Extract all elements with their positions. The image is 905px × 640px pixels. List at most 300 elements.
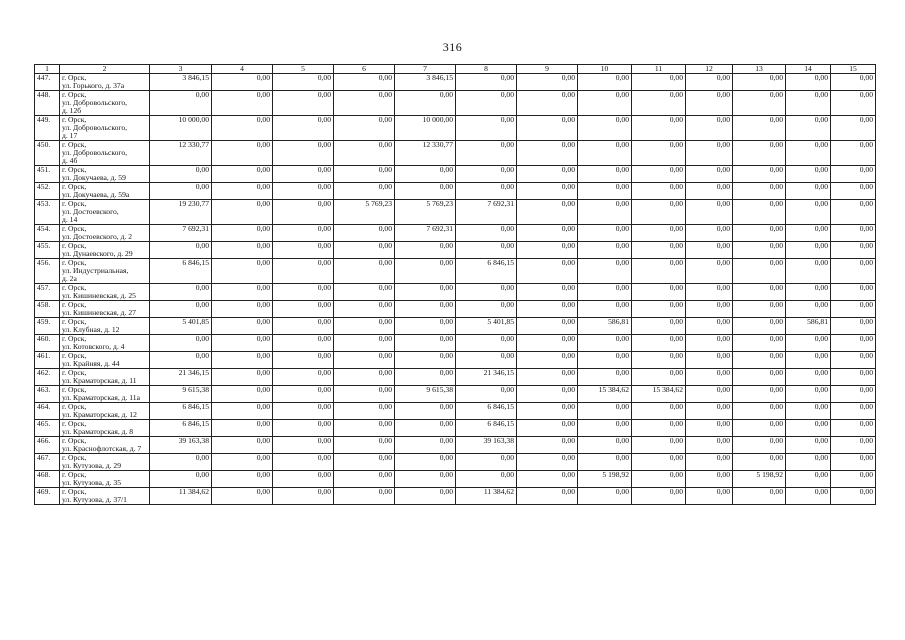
value-cell: 0,00 xyxy=(517,386,578,403)
row-number: 467. xyxy=(35,454,60,471)
address-cell xyxy=(60,369,150,386)
value-cell: 0,00 xyxy=(334,166,395,183)
value-cell: 7 692,31 xyxy=(395,225,456,242)
row-number: 469. xyxy=(35,488,60,505)
value-cell: 0,00 xyxy=(733,242,786,259)
address-line: г. Орск, xyxy=(62,73,87,82)
value-cell: 0,00 xyxy=(517,116,578,141)
value-cell: 9 615,38 xyxy=(395,386,456,403)
address-line: д. 2а xyxy=(62,274,77,283)
value-cell: 0,00 xyxy=(632,200,686,225)
value-cell: 0,00 xyxy=(831,386,876,403)
value-cell: 0,00 xyxy=(686,225,733,242)
value-cell: 0,00 xyxy=(395,242,456,259)
value-cell: 0,00 xyxy=(733,259,786,284)
row-number: 466. xyxy=(35,437,60,454)
table-row xyxy=(35,318,876,335)
value-cell: 15 384,62 xyxy=(632,386,686,403)
row-number: 455. xyxy=(35,242,60,259)
table-body xyxy=(35,74,876,505)
value-cell: 0,00 xyxy=(395,352,456,369)
value-cell: 0,00 xyxy=(831,352,876,369)
value-cell: 0,00 xyxy=(456,242,517,259)
value-cell: 0,00 xyxy=(212,74,273,91)
value-cell: 0,00 xyxy=(686,318,733,335)
column-header: 4 xyxy=(212,65,273,74)
value-cell: 0,00 xyxy=(786,437,831,454)
value-cell: 0,00 xyxy=(334,471,395,488)
address-line: г. Орск, xyxy=(62,436,87,445)
value-cell: 0,00 xyxy=(273,437,334,454)
value-cell: 0,00 xyxy=(150,352,212,369)
value-cell: 0,00 xyxy=(686,335,733,352)
address-cell xyxy=(60,352,150,369)
address-line: ул. Добровольского, xyxy=(62,123,128,132)
address-line: г. Орск, xyxy=(62,419,87,428)
row-number: 460. xyxy=(35,335,60,352)
address-cell xyxy=(60,116,150,141)
value-cell: 0,00 xyxy=(686,91,733,116)
value-cell: 0,00 xyxy=(334,352,395,369)
row-number: 457. xyxy=(35,284,60,301)
value-cell: 0,00 xyxy=(150,166,212,183)
table-row xyxy=(35,437,876,454)
address-line: г. Орск, xyxy=(62,368,87,377)
value-cell: 0,00 xyxy=(786,369,831,386)
value-cell: 0,00 xyxy=(733,369,786,386)
value-cell: 0,00 xyxy=(517,369,578,386)
address-cell xyxy=(60,141,150,166)
value-cell: 0,00 xyxy=(786,335,831,352)
value-cell: 0,00 xyxy=(831,488,876,505)
value-cell: 0,00 xyxy=(334,141,395,166)
column-header: 8 xyxy=(456,65,517,74)
address-line: г. Орск, xyxy=(62,140,87,149)
address-line: ул. Докучаева, д. 59а xyxy=(62,190,130,199)
value-cell: 0,00 xyxy=(786,242,831,259)
value-cell: 0,00 xyxy=(517,242,578,259)
value-cell: 0,00 xyxy=(632,225,686,242)
value-cell: 0,00 xyxy=(273,91,334,116)
value-cell: 0,00 xyxy=(395,471,456,488)
address-cell xyxy=(60,200,150,225)
value-cell: 0,00 xyxy=(632,284,686,301)
value-cell: 0,00 xyxy=(686,437,733,454)
value-cell: 0,00 xyxy=(334,488,395,505)
value-cell: 0,00 xyxy=(786,259,831,284)
table-row xyxy=(35,225,876,242)
value-cell: 0,00 xyxy=(273,166,334,183)
address-line: ул. Котовского, д. 4 xyxy=(62,342,125,351)
table-row xyxy=(35,386,876,403)
value-cell: 0,00 xyxy=(395,335,456,352)
row-number: 465. xyxy=(35,420,60,437)
value-cell: 0,00 xyxy=(831,141,876,166)
table-row xyxy=(35,141,876,166)
value-cell: 0,00 xyxy=(517,403,578,420)
value-cell: 0,00 xyxy=(395,166,456,183)
value-cell: 0,00 xyxy=(686,403,733,420)
value-cell: 0,00 xyxy=(517,335,578,352)
value-cell: 0,00 xyxy=(517,200,578,225)
value-cell: 0,00 xyxy=(786,166,831,183)
value-cell: 0,00 xyxy=(395,91,456,116)
row-number: 449. xyxy=(35,116,60,141)
value-cell: 0,00 xyxy=(212,200,273,225)
value-cell: 0,00 xyxy=(831,200,876,225)
value-cell: 0,00 xyxy=(831,116,876,141)
value-cell: 0,00 xyxy=(212,318,273,335)
value-cell: 0,00 xyxy=(578,301,632,318)
value-cell: 0,00 xyxy=(786,488,831,505)
value-cell: 9 615,38 xyxy=(150,386,212,403)
table-row xyxy=(35,91,876,116)
value-cell: 0,00 xyxy=(150,284,212,301)
value-cell: 0,00 xyxy=(831,369,876,386)
address-line: ул. Крайняя, д. 44 xyxy=(62,359,120,368)
row-number: 450. xyxy=(35,141,60,166)
value-cell: 0,00 xyxy=(456,225,517,242)
value-cell: 0,00 xyxy=(273,386,334,403)
table-row xyxy=(35,259,876,284)
column-header: 15 xyxy=(831,65,876,74)
value-cell: 0,00 xyxy=(578,242,632,259)
value-cell: 0,00 xyxy=(212,183,273,200)
value-cell: 0,00 xyxy=(150,91,212,116)
value-cell: 0,00 xyxy=(273,225,334,242)
value-cell: 0,00 xyxy=(831,284,876,301)
value-cell: 5 401,85 xyxy=(456,318,517,335)
value-cell: 21 346,15 xyxy=(150,369,212,386)
row-number: 463. xyxy=(35,386,60,403)
value-cell: 0,00 xyxy=(578,116,632,141)
value-cell: 11 384,62 xyxy=(456,488,517,505)
address-line: г. Орск, xyxy=(62,453,87,462)
value-cell: 0,00 xyxy=(632,91,686,116)
value-cell: 0,00 xyxy=(273,242,334,259)
table-row xyxy=(35,74,876,91)
column-header: 3 xyxy=(150,65,212,74)
column-header: 10 xyxy=(578,65,632,74)
value-cell: 0,00 xyxy=(334,74,395,91)
value-cell: 0,00 xyxy=(517,259,578,284)
value-cell: 0,00 xyxy=(395,301,456,318)
value-cell: 5 401,85 xyxy=(150,318,212,335)
value-cell: 0,00 xyxy=(273,403,334,420)
value-cell: 0,00 xyxy=(786,403,831,420)
value-cell: 0,00 xyxy=(273,259,334,284)
value-cell: 0,00 xyxy=(632,242,686,259)
column-header: 5 xyxy=(273,65,334,74)
value-cell: 0,00 xyxy=(334,403,395,420)
value-cell: 0,00 xyxy=(686,301,733,318)
value-cell: 0,00 xyxy=(632,166,686,183)
value-cell: 0,00 xyxy=(334,284,395,301)
value-cell: 0,00 xyxy=(632,352,686,369)
value-cell: 0,00 xyxy=(334,259,395,284)
value-cell: 0,00 xyxy=(150,471,212,488)
value-cell: 0,00 xyxy=(686,454,733,471)
value-cell: 6 846,15 xyxy=(456,420,517,437)
value-cell: 0,00 xyxy=(456,74,517,91)
value-cell: 0,00 xyxy=(273,284,334,301)
value-cell: 3 846,15 xyxy=(395,74,456,91)
value-cell: 0,00 xyxy=(831,166,876,183)
value-cell: 0,00 xyxy=(733,386,786,403)
value-cell: 0,00 xyxy=(456,141,517,166)
column-header: 6 xyxy=(334,65,395,74)
value-cell: 0,00 xyxy=(212,259,273,284)
value-cell: 0,00 xyxy=(733,352,786,369)
value-cell: 0,00 xyxy=(456,301,517,318)
value-cell: 0,00 xyxy=(212,420,273,437)
value-cell: 0,00 xyxy=(212,369,273,386)
value-cell: 0,00 xyxy=(273,74,334,91)
value-cell: 0,00 xyxy=(733,183,786,200)
value-cell: 0,00 xyxy=(212,141,273,166)
value-cell: 586,81 xyxy=(786,318,831,335)
value-cell: 0,00 xyxy=(334,369,395,386)
value-cell: 0,00 xyxy=(517,352,578,369)
table-row xyxy=(35,454,876,471)
value-cell: 0,00 xyxy=(395,454,456,471)
value-cell: 0,00 xyxy=(686,420,733,437)
value-cell: 0,00 xyxy=(517,437,578,454)
address-line: ул. Достоевского, xyxy=(62,207,119,216)
value-cell: 6 846,15 xyxy=(456,259,517,284)
value-cell: 5 198,92 xyxy=(733,471,786,488)
value-cell: 6 846,15 xyxy=(150,403,212,420)
value-cell: 0,00 xyxy=(686,369,733,386)
value-cell: 0,00 xyxy=(456,386,517,403)
row-number: 462. xyxy=(35,369,60,386)
value-cell: 0,00 xyxy=(578,335,632,352)
value-cell: 0,00 xyxy=(786,74,831,91)
value-cell: 0,00 xyxy=(273,183,334,200)
value-cell: 3 846,15 xyxy=(150,74,212,91)
value-cell: 0,00 xyxy=(517,488,578,505)
row-number: 456. xyxy=(35,259,60,284)
value-cell: 0,00 xyxy=(686,166,733,183)
value-cell: 0,00 xyxy=(733,301,786,318)
value-cell: 21 346,15 xyxy=(456,369,517,386)
address-line: ул. Краснофлотская, д. 7 xyxy=(62,444,142,453)
value-cell: 0,00 xyxy=(831,74,876,91)
value-cell: 0,00 xyxy=(578,403,632,420)
address-cell xyxy=(60,183,150,200)
value-cell: 0,00 xyxy=(517,225,578,242)
address-line: ул. Добровольского, xyxy=(62,148,128,157)
value-cell: 0,00 xyxy=(831,403,876,420)
data-table xyxy=(34,64,876,505)
value-cell: 0,00 xyxy=(686,488,733,505)
value-cell: 0,00 xyxy=(517,166,578,183)
value-cell: 0,00 xyxy=(686,386,733,403)
table-row xyxy=(35,166,876,183)
value-cell: 0,00 xyxy=(273,200,334,225)
row-number: 448. xyxy=(35,91,60,116)
address-cell xyxy=(60,91,150,116)
address-line: ул. Кутузова, д. 29 xyxy=(62,461,122,470)
value-cell: 39 163,38 xyxy=(150,437,212,454)
value-cell: 0,00 xyxy=(578,420,632,437)
value-cell: 0,00 xyxy=(212,437,273,454)
address-line: г. Орск, xyxy=(62,165,87,174)
value-cell: 0,00 xyxy=(831,225,876,242)
value-cell: 0,00 xyxy=(273,116,334,141)
value-cell: 0,00 xyxy=(334,91,395,116)
value-cell: 0,00 xyxy=(831,471,876,488)
value-cell: 0,00 xyxy=(273,488,334,505)
value-cell: 0,00 xyxy=(273,301,334,318)
value-cell: 0,00 xyxy=(578,91,632,116)
value-cell: 0,00 xyxy=(273,318,334,335)
value-cell: 0,00 xyxy=(578,200,632,225)
value-cell: 10 000,00 xyxy=(150,116,212,141)
value-cell: 0,00 xyxy=(733,116,786,141)
table-row xyxy=(35,420,876,437)
value-cell: 12 330,77 xyxy=(150,141,212,166)
value-cell: 0,00 xyxy=(273,420,334,437)
table-row xyxy=(35,284,876,301)
value-cell: 15 384,62 xyxy=(578,386,632,403)
value-cell: 0,00 xyxy=(632,420,686,437)
value-cell: 0,00 xyxy=(212,471,273,488)
table-row xyxy=(35,471,876,488)
value-cell: 0,00 xyxy=(456,116,517,141)
address-line: д. 14 xyxy=(62,215,78,224)
value-cell: 0,00 xyxy=(395,183,456,200)
column-header: 12 xyxy=(686,65,733,74)
column-header: 9 xyxy=(517,65,578,74)
address-line: г. Орск, xyxy=(62,402,87,411)
value-cell: 12 330,77 xyxy=(395,141,456,166)
value-cell: 5 769,23 xyxy=(395,200,456,225)
value-cell: 0,00 xyxy=(686,74,733,91)
value-cell: 0,00 xyxy=(517,141,578,166)
value-cell: 6 846,15 xyxy=(150,420,212,437)
address-line: г. Орск, xyxy=(62,241,87,250)
address-line: г. Орск, xyxy=(62,351,87,360)
value-cell: 0,00 xyxy=(632,141,686,166)
address-line: г. Орск, xyxy=(62,385,87,394)
address-cell xyxy=(60,166,150,183)
value-cell: 0,00 xyxy=(733,318,786,335)
column-header: 1 xyxy=(35,65,60,74)
value-cell: 0,00 xyxy=(831,183,876,200)
value-cell: 0,00 xyxy=(578,488,632,505)
address-line: г. Орск, xyxy=(62,258,87,267)
row-number: 464. xyxy=(35,403,60,420)
value-cell: 0,00 xyxy=(786,471,831,488)
value-cell: 0,00 xyxy=(733,437,786,454)
row-number: 452. xyxy=(35,183,60,200)
value-cell: 0,00 xyxy=(686,242,733,259)
value-cell: 0,00 xyxy=(578,141,632,166)
value-cell: 0,00 xyxy=(517,420,578,437)
value-cell: 0,00 xyxy=(273,369,334,386)
value-cell: 0,00 xyxy=(150,335,212,352)
address-cell xyxy=(60,335,150,352)
value-cell: 0,00 xyxy=(212,335,273,352)
value-cell: 0,00 xyxy=(733,74,786,91)
value-cell: 0,00 xyxy=(212,166,273,183)
value-cell: 0,00 xyxy=(395,488,456,505)
header-row xyxy=(35,65,876,74)
address-line: г. Орск, xyxy=(62,487,87,496)
value-cell: 0,00 xyxy=(395,259,456,284)
address-line: ул. Клубная, д. 12 xyxy=(62,325,120,334)
address-line: г. Орск, xyxy=(62,317,87,326)
value-cell: 0,00 xyxy=(395,318,456,335)
value-cell: 0,00 xyxy=(517,74,578,91)
row-number: 451. xyxy=(35,166,60,183)
address-line: г. Орск, xyxy=(62,90,87,99)
value-cell: 0,00 xyxy=(334,301,395,318)
value-cell: 0,00 xyxy=(632,259,686,284)
value-cell: 0,00 xyxy=(334,116,395,141)
address-line: ул. Кутузова, д. 35 xyxy=(62,478,122,487)
value-cell: 0,00 xyxy=(786,116,831,141)
row-number: 454. xyxy=(35,225,60,242)
value-cell: 0,00 xyxy=(686,183,733,200)
value-cell: 0,00 xyxy=(786,200,831,225)
value-cell: 0,00 xyxy=(517,318,578,335)
row-number: 461. xyxy=(35,352,60,369)
value-cell: 0,00 xyxy=(831,318,876,335)
address-line: ул. Краматорская, д. 12 xyxy=(62,410,137,419)
value-cell: 0,00 xyxy=(831,301,876,318)
value-cell: 0,00 xyxy=(831,437,876,454)
table-row xyxy=(35,301,876,318)
value-cell: 0,00 xyxy=(334,420,395,437)
table-row xyxy=(35,403,876,420)
address-line: ул. Кишиневская, д. 25 xyxy=(62,291,136,300)
address-line: г. Орск, xyxy=(62,224,87,233)
address-cell xyxy=(60,403,150,420)
address-line: г. Орск, xyxy=(62,182,87,191)
value-cell: 0,00 xyxy=(632,454,686,471)
value-cell: 10 000,00 xyxy=(395,116,456,141)
value-cell: 0,00 xyxy=(831,335,876,352)
row-number: 453. xyxy=(35,200,60,225)
address-line: г. Орск, xyxy=(62,470,87,479)
value-cell: 0,00 xyxy=(456,284,517,301)
value-cell: 0,00 xyxy=(212,301,273,318)
value-cell: 0,00 xyxy=(632,183,686,200)
column-header: 14 xyxy=(786,65,831,74)
value-cell: 0,00 xyxy=(273,454,334,471)
value-cell: 0,00 xyxy=(632,116,686,141)
value-cell: 0,00 xyxy=(334,183,395,200)
value-cell: 11 384,62 xyxy=(150,488,212,505)
column-header: 2 xyxy=(60,65,150,74)
value-cell: 0,00 xyxy=(686,259,733,284)
value-cell: 0,00 xyxy=(456,91,517,116)
value-cell: 0,00 xyxy=(212,386,273,403)
address-cell xyxy=(60,420,150,437)
address-cell xyxy=(60,74,150,91)
value-cell: 0,00 xyxy=(517,91,578,116)
value-cell: 0,00 xyxy=(456,471,517,488)
value-cell: 0,00 xyxy=(578,166,632,183)
value-cell: 0,00 xyxy=(632,318,686,335)
address-cell xyxy=(60,318,150,335)
value-cell: 5 769,23 xyxy=(334,200,395,225)
value-cell: 0,00 xyxy=(578,454,632,471)
value-cell: 0,00 xyxy=(733,454,786,471)
value-cell: 0,00 xyxy=(456,352,517,369)
